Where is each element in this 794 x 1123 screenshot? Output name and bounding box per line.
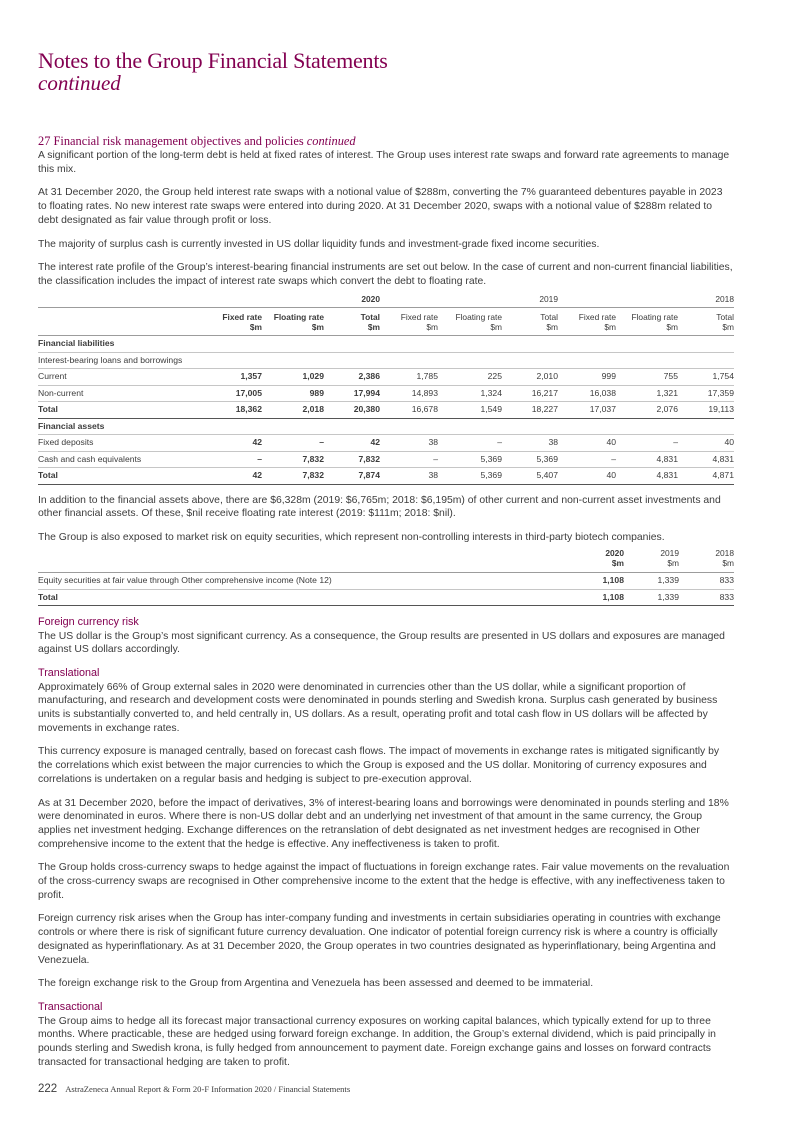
- paragraph: Foreign currency risk arises when the Group has inter-company funding and investments in certain subsidiaries operating in countries with exchange controls or where there is risk of significant future currency devaluation. One indicator of potential foreign currency risk is where a country is officially designated as hyperinflationary. As at 31 December 2020, the Group operates in two countries designated as hyperinflationary, being Argentina and Venezuela.: [38, 913, 721, 966]
- paragraph: As at 31 December 2020, before the impact of derivatives, 3% of interest-bearing loans and borrowings were denominated in pounds sterling and 18% were denominated in euros. Where there is non-US dollar debt and an underlying net investment of that amount in the same currency, the Group applies net investment hedging. Exchange differences on the retranslation of debt designated as net investment hedges are recognised in Other comprehensive income to the extent that the hedge is effective. Any ineffectiveness is taken to profit.: [38, 797, 729, 850]
- equity-securities-table: [38, 546, 734, 607]
- transactional-heading: Transactional: [38, 1001, 103, 1013]
- assets-heading: Financial assets: [38, 418, 734, 435]
- column-header-row: [38, 546, 734, 573]
- page-title: Notes to the Group Financial Statements: [38, 48, 388, 73]
- translational-heading: Translational: [38, 667, 100, 680]
- column-header: Floating rate $m: [616, 308, 678, 336]
- column-header-row: [38, 308, 734, 336]
- paragraph: The majority of surplus cash is currently invested in US dollar liquidity funds and investment-grade fixed income securities.: [38, 238, 600, 250]
- footer-source: AstraZeneca Annual Report & Form 20-F Information 2020 / Financial Statements: [65, 1084, 351, 1094]
- paragraph: A significant portion of the long-term debt is held at fixed rates of interest. The Group uses interest rate swaps and forward rate agreements to manage this mix.: [38, 150, 730, 175]
- column-header: Total $m: [678, 308, 734, 336]
- column-header: 2018 $m: [679, 546, 734, 573]
- column-header: 2019 $m: [624, 546, 679, 573]
- year-header: 2020: [204, 293, 380, 308]
- table-row: Current 1,357 1,029 2,386 1,785 225 2,010 999 755 1,754: [38, 369, 734, 386]
- year-header: 2019: [380, 293, 558, 308]
- column-header: Floating rate $m: [438, 308, 502, 336]
- section-heading: [38, 134, 734, 149]
- total-row: Total 1,108 1,339 833: [38, 589, 734, 606]
- group-heading-row: [38, 336, 734, 353]
- table-row: Non-current 17,005 989 17,994 14,893 1,324 16,217 16,038 1,321 17,359: [38, 385, 734, 402]
- year-header-row: [38, 293, 734, 308]
- foreign-currency-heading: Foreign currency risk: [38, 616, 139, 629]
- paragraph: Approximately 66% of Group external sales in 2020 were denominated in currencies other than the US dollar, while a significant proportion of manufacturing, and research and development costs were denominated in pounds sterling and Swedish krona. Surplus cash generated by business units is substantially converted to, and held centrally in, US dollars. As a result, operating profit and total cash flow in US dollars will be affected by movements in exchange rates.: [38, 681, 718, 734]
- column-header: Total $m: [324, 308, 380, 336]
- interest-rate-profile-table: [38, 293, 734, 485]
- paragraph: The Group holds cross-currency swaps to hedge against the impact of fluctuations in foreign exchange rates. Fair value movements on the revaluation of the cross-currency swaps are recognised in Other comprehensive income to the extent that the hedge is effective, with any ineffectiveness taken to profit.: [38, 862, 730, 901]
- column-header: Total $m: [502, 308, 558, 336]
- column-header: Fixed rate $m: [204, 308, 262, 336]
- paragraph: At 31 December 2020, the Group held interest rate swaps with a notional value of $288m, converting the 7% guaranteed debentures payable in 2023 to floating rates. No new interest rate swaps were entered into during 2020. At 31 December 2020, swaps with a notional value of $288m related to debt designated as fair value through profit or loss.: [38, 187, 723, 226]
- table-row: Equity securities at fair value through Other comprehensive income (Note 12) 1,108 1,339 833: [38, 573, 734, 590]
- year-header: 2018: [558, 293, 734, 308]
- paragraph: The US dollar is the Group’s most significant currency. As a consequence, the Group results are presented in US dollars and exposures are managed against US dollars accordingly.: [38, 630, 725, 656]
- subheading-row: [38, 352, 734, 369]
- page-number: 222: [38, 1083, 58, 1095]
- table-row: Fixed deposits 42 – 42 38 – 38 40 – 40: [38, 435, 734, 452]
- liabilities-subheading: Interest-bearing loans and borrowings: [38, 352, 734, 369]
- paragraph: This currency exposure is managed centrally, based on forecast cash flows. The impact of movements in exchange rates is mitigated significantly by the correlations which exist between the major currencies to which the Group is exposed and the US dollar. Monitoring of currency exposures and correlations is undertaken on a regular basis and hedging is subject to pre-execution approval.: [38, 746, 720, 785]
- paragraph: The Group is also exposed to market risk on equity securities, which represent non-controlling interests in third-party biotech companies.: [38, 532, 665, 544]
- group-heading-row: [38, 418, 734, 435]
- paragraph: The interest rate profile of the Group’s interest-bearing financial instruments are set out below. In the case of current and non-current financial liabilities, the classification includes the impact of interest rate swaps which convert the debt to floating rate.: [38, 262, 733, 287]
- section-heading-suffix: continued: [306, 134, 356, 148]
- column-header: 2020 $m: [568, 546, 624, 573]
- liabilities-heading: Financial liabilities: [38, 336, 734, 353]
- column-header: Fixed rate $m: [380, 308, 438, 336]
- table-row: Cash and cash equivalents – 7,832 7,832 – 5,369 5,369 – 4,831 4,831: [38, 451, 734, 468]
- total-row: Total 42 7,832 7,874 38 5,369 5,407 40 4,831 4,871: [38, 468, 734, 485]
- paragraph: The Group aims to hedge all its forecast major transactional currency exposures on working capital balances, which typically extend for up to three months. Where practicable, these are hedged using forward foreign exchange. In addition, the Group’s external dividend, which is paid principally in pounds sterling and Swedish krona, is fully hedged from announcement to payment date. Foreign exchange gains and losses on forward contracts transacted for transactional hedging are taken to profit.: [38, 1015, 716, 1068]
- page-subtitle: continued: [38, 71, 121, 95]
- total-row: Total 18,362 2,018 20,380 16,678 1,549 18,227 17,037 2,076 19,113: [38, 402, 734, 419]
- column-header: Fixed rate $m: [558, 308, 616, 336]
- section-heading-text: 27 Financial risk management objectives and policies: [38, 134, 304, 148]
- note-body: [38, 134, 734, 1069]
- paragraph: In addition to the financial assets above, there are $6,328m (2019: $6,765m; 2018: $6,195m) of other current and non-current asset investments and other financial assets. Of these, $nil receive floating rate interest (2019: $111m; 2018: $nil).: [38, 494, 721, 520]
- page-footer: [38, 1083, 350, 1096]
- column-header: Floating rate $m: [262, 308, 324, 336]
- paragraph: The foreign exchange risk to the Group from Argentina and Venezuela has been assessed and deemed to be immaterial.: [38, 978, 594, 990]
